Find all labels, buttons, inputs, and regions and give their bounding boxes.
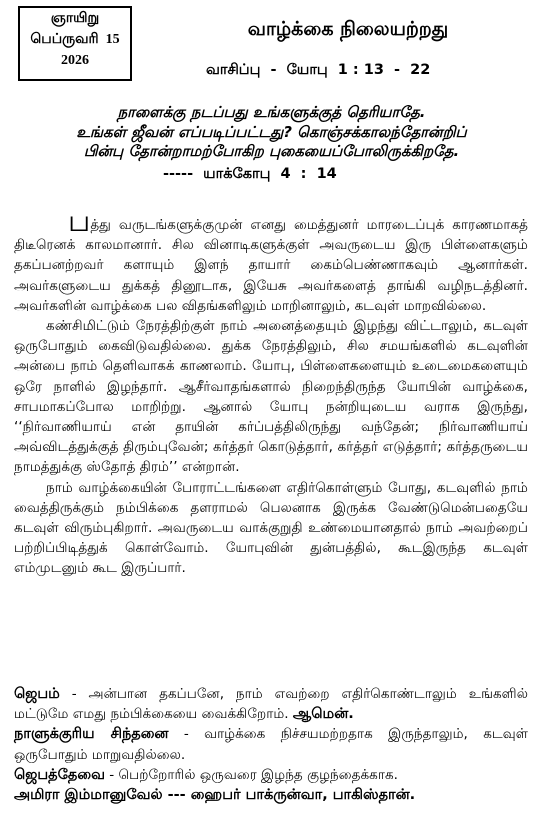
amen: ஆமென். bbox=[292, 706, 354, 723]
paragraph-2: கண்சிமிட்டும் நேரத்திற்குள் நாம் அனைத்தையும் இழந்து விட்டாலும், கடவுள் ஒருபோதும் கைவிடுவதில்லை. துக்க நேரத்திலும், சில சமயங்களில் கடவுளின் அன்பை நாம் தெளிவாகக் காணலாம். யோபு, பிள்ளைகளையும் உடைமைகளையும் ஒரே நாளில் இழந்தார். ஆசீர்வாதங்களால் நிறைந்திருந்த யோபின் வாழ்க்கை, சாபமாகப்போல மாறிற்று. ஆனால் யோபு நன்றியுடைய வராக இருந்து, ‘‘நிர்வாணியாய் என் தாயின் கர்ப்பத்திலிருந்து வந்தேன்; நிர்வாணியாய் அவ்விடத்துக்குத் திரும்புவேன்; கர்த்தர் கொடுத்தார், கர்த்தர் எடுத்தார்; கர்த்தருடைய நாமத்துக்கு ஸ்தோத் திரம்’’ என்றான். bbox=[14, 318, 528, 476]
date-year: 2026 bbox=[61, 53, 89, 68]
devotional-body bbox=[14, 205, 528, 579]
prayer-need-text: - பெற்றோரில் ஒருவரை இழந்த குழந்தைக்காக. bbox=[104, 766, 398, 783]
prayer-need-label: ஜெபத்தேவை bbox=[14, 766, 105, 783]
drop-cap: ப bbox=[68, 205, 91, 238]
paragraph-1 bbox=[14, 205, 528, 316]
key-verse-reference: ----- யாக்கோபு 4 : 14 bbox=[163, 166, 337, 182]
paragraph-3: நாம் வாழ்க்கையின் போராட்டங்களை எதிர்கொள்ளும் போது, கடவுளில் நாம் வைத்திருக்கும் நம்பிக்கை தளராமல் பெலனாக இருக்க வேண்டுமென்பதையே கடவுள் விரும்புகிறார். அவருடைய வாக்குறுதி உண்மையானதால் நாம் அவற்றைப் பற்றிப்பிடித்துக் கொள்வோம். யோபுவின் துன்பத்தில், கூடஇருந்த கடவுள் எம்முடனும் கூட இருப்பார். bbox=[14, 479, 528, 577]
thought-for-day bbox=[14, 724, 528, 764]
date-day: ஞாயிறு bbox=[50, 11, 100, 26]
date-month-day: பெப்ருவரி 15 bbox=[30, 32, 120, 47]
page-title: வாழ்க்கை நிலையற்றது bbox=[247, 18, 449, 40]
thought-text: - வாழ்க்கை நிச்சயமற்றதாக இருந்தாலும், கடவுள் ஒருபோதும் மாறுவதில்லை. bbox=[14, 726, 528, 763]
key-verse-line: உங்கள் ஜீவன் எப்படிப்பட்டது? கொஞ்சக்காலந்தோன்றிப் bbox=[76, 122, 467, 141]
key-verse bbox=[14, 103, 529, 162]
thought-label: நாளுக்குரிய சிந்தனை bbox=[14, 726, 169, 743]
prayer-label: ஜெபம் bbox=[14, 686, 60, 702]
prayer bbox=[14, 684, 528, 724]
prayer-need bbox=[14, 765, 528, 785]
prayer-text: - அன்பான தகப்பனே, நாம் எவற்றை எதிர்கொண்டாலும் உங்களில் மட்டுமே எமது நம்பிக்கையை வைக்கிறோம். bbox=[14, 686, 528, 723]
date-box bbox=[18, 6, 132, 81]
reading-reference: வாசிப்பு - யோபு 1 : 13 - 22 bbox=[206, 62, 431, 78]
paragraph-1-text: த்து வருடங்களுக்குமுன் எனது மைத்துனர் மாரடைப்புக் காரணமாகத் திடீரெனக் காலமானார். சில வினாடிகளுக்குள் அவருடைய இரு பிள்ளைகளும் தகப்பனற்றவர் களாயும் இளந் தாயார் கைம்பெண்ணாகவும் ஆனார்கள். அவர்களுடைய துக்கத் தினூடாக, இயேசு அவர்களைத் தாங்கி வழிநடத்தினர். அவர்களின் வாழ்க்கை பல விதங்களிலும் மாறினாலும், கடவுள் மாறவில்லை. bbox=[14, 217, 528, 314]
key-verse-line: பின்பு தோன்றாமற்போகிற புகையைப்போலிருக்கிறதே. bbox=[83, 142, 460, 160]
footer-section bbox=[14, 684, 528, 805]
author-line: அமிரா இம்மானுவேல் --- ஹைபர் பாக்ருன்வா, பாகிஸ்தான். bbox=[14, 787, 416, 804]
key-verse-line: நாளைக்கு நடப்பது உங்களுக்குத் தெரியாதே. bbox=[117, 103, 426, 121]
